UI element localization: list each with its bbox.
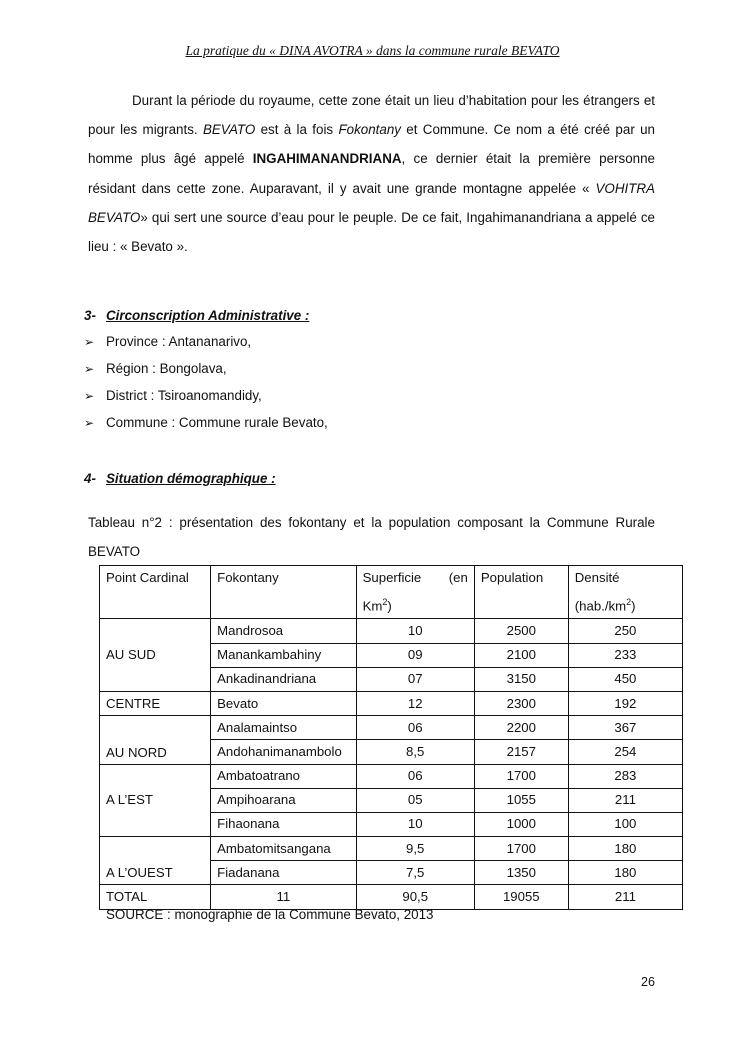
cell-superficie: 06 [356,764,474,788]
section-title: Circonscription Administrative : [106,308,310,323]
cell-population: 3150 [474,667,568,691]
table-source: SOURCE : monographie de la Commune Bevato, 2013 [106,907,434,922]
cell-population: 2200 [474,716,568,740]
header-text: Superficie [362,570,422,585]
page-number: 26 [641,975,655,989]
cell-population: 1000 [474,812,568,836]
cell-fokontany: Bevato [211,691,356,715]
list-item [84,359,328,386]
arrow-bullet-icon: ➢ [84,416,95,430]
total-superficie: 90,5 [356,885,474,909]
arrow-bullet-icon: ➢ [84,362,95,376]
cell-population: 2300 [474,691,568,715]
list-item [84,413,328,440]
cell-densite: 250 [568,619,682,643]
intro-text-segment: est à la fois [255,122,339,138]
cell-point-cardinal: CENTRE [100,691,211,715]
cell-densite: 367 [568,716,682,740]
intro-text-segment: Durant la période du royaume, cette zone était un lieu d’habitation pour les étrangers et pour les migrants. [88,93,655,138]
cell-population: 2157 [474,740,568,764]
header-text: (hab./km [574,598,627,614]
cell-population: 1700 [474,837,568,861]
header-point-cardinal: Point Cardinal [100,566,211,619]
intro-text-segment: , ce dernier était la première personne résidant dans cette zone. Auparavant, il y avait une grande montagne appelée « [88,151,655,196]
section-4-heading [84,471,276,486]
total-label: TOTAL [100,885,211,909]
table-row [100,764,683,788]
header-text: ) [631,598,636,614]
table-row [100,691,683,715]
header-text: Densité [574,570,620,585]
intro-text-segment: Fokontany [338,122,401,138]
section-3-heading [84,308,309,323]
cell-superficie: 12 [356,691,474,715]
table-row [100,837,683,861]
intro-text-segment: » qui sert une source d’eau pour le peuple. De ce fait, Ingahimanandriana a appelé ce lieu : « Bevato ». [88,209,655,255]
table-row [100,619,683,643]
cell-superficie: 10 [356,812,474,836]
intro-text-segment: VOHITRA BEVATO [88,180,655,225]
table-caption: Tableau n°2 : présentation des fokontany et la population composant la Commune Rurale BEVATO [88,515,655,559]
table-header-row [100,566,683,619]
arrow-bullet-icon: ➢ [84,389,95,403]
cell-fokontany: Analamaintso [211,716,356,740]
admin-list [84,332,328,440]
cell-fokontany: Andohanimanambolo [211,740,356,764]
cell-superficie: 7,5 [356,861,474,885]
header-text: ) [387,598,392,614]
cell-fokontany: Ambatoatrano [211,764,356,788]
cell-superficie: 05 [356,788,474,812]
cell-point-cardinal: AU SUD [100,619,211,692]
header-fokontany: Fokontany [211,566,356,619]
cell-population: 2500 [474,619,568,643]
cell-fokontany: Ankadinandriana [211,667,356,691]
header-population: Population [474,566,568,619]
section-number: 4- [84,471,96,486]
cell-population: 1055 [474,788,568,812]
cell-fokontany: Ampihoarana [211,788,356,812]
total-densite: 211 [568,885,682,909]
cell-fokontany: Ambatomitsangana [211,837,356,861]
table-row [100,716,683,740]
cell-superficie: 8,5 [356,740,474,764]
cell-densite: 100 [568,812,682,836]
cell-fokontany: Fiadanana [211,861,356,885]
cell-densite: 180 [568,861,682,885]
total-fokontany: 11 [211,885,356,909]
section-number: 3- [84,308,96,323]
header-superficie [356,566,474,619]
cell-superficie: 9,5 [356,837,474,861]
cell-fokontany: Mandrosoa [211,619,356,643]
cell-densite: 192 [568,691,682,715]
table-total-row [100,885,683,909]
section-title: Situation démographique : [106,471,276,486]
fokontany-table [99,565,683,910]
arrow-bullet-icon: ➢ [84,335,95,349]
cell-population: 1350 [474,861,568,885]
intro-text-segment: INGAHIMANANDRIANA [252,151,402,167]
list-item-text: District : Tsiroanomandidy, [106,388,262,403]
intro-text-segment: et Commune. Ce nom a été créé par un homme plus âgé appelé [88,122,655,167]
cell-fokontany: Manankambahiny [211,643,356,667]
cell-superficie: 10 [356,619,474,643]
cell-densite: 180 [568,837,682,861]
cell-densite: 254 [568,740,682,764]
cell-superficie: 09 [356,643,474,667]
header-text: Km [362,598,383,614]
cell-densite: 450 [568,667,682,691]
header-sup: 2 [382,597,388,607]
total-population: 19055 [474,885,568,909]
cell-superficie: 06 [356,716,474,740]
intro-paragraph [88,86,655,261]
list-item [84,332,328,359]
list-item-text: Commune : Commune rurale Bevato, [106,415,328,430]
cell-point-cardinal: A L’EST [100,764,211,837]
cell-superficie: 07 [356,667,474,691]
cell-fokontany: Fihaonana [211,812,356,836]
cell-point-cardinal: A L’OUEST [100,837,211,885]
list-item [84,386,328,413]
cell-population: 2100 [474,643,568,667]
intro-text-segment: BEVATO [202,122,256,138]
running-header: La pratique du « DINA AVOTRA » dans la commune rurale BEVATO [185,43,560,58]
cell-point-cardinal: AU NORD [100,716,211,764]
cell-population: 1700 [474,764,568,788]
header-text: (en [448,570,468,585]
header-sup: 2 [626,597,632,607]
header-densite [568,566,682,619]
cell-densite: 233 [568,643,682,667]
list-item-text: Province : Antananarivo, [106,334,252,349]
list-item-text: Région : Bongolava, [106,361,227,376]
cell-densite: 211 [568,788,682,812]
cell-densite: 283 [568,764,682,788]
